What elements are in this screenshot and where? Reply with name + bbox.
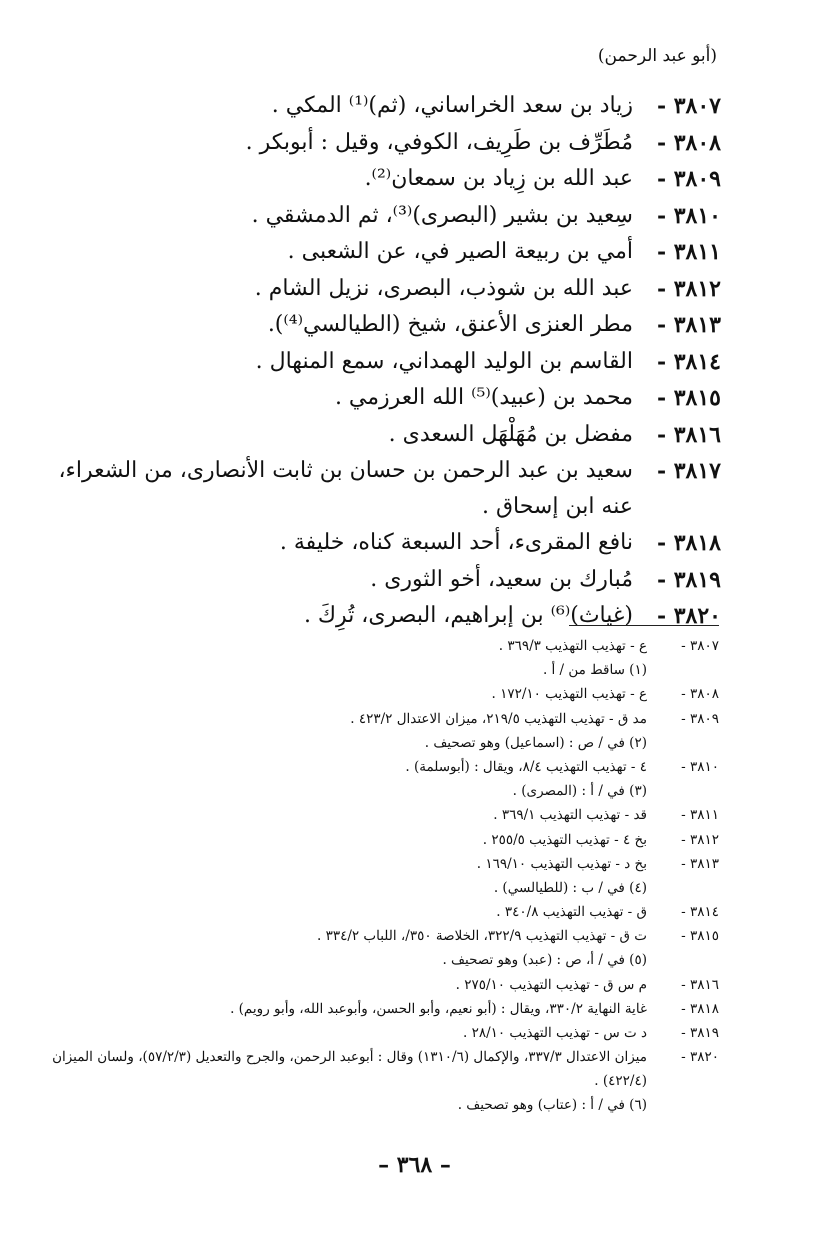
footnote-text: (٥) في / أ، ص : (عبد) وهو تصحيف . [442,952,647,969]
entry-text: مُطَرِّف بن طَرِيف، الكوفي، وقيل : أبوبكر . [245,129,633,155]
footnote-row [40,924,719,948]
entry-row [60,125,721,162]
footnote-row [40,658,719,682]
footnote-text: مد ق - تهذيب التهذيب ٢١٩/٥، ميزان الاعتدال ٤٢٣/٢ . [350,710,647,727]
entry-row [60,88,721,125]
entry-number: ٣٨١١ - [656,239,721,265]
footnote-text: ٤ - تهذيب التهذيب ٨/٤، ويقال : (أبوسلمة) . [405,758,647,775]
footnote-text: بخ د - تهذيب التهذيب ١٦٩/١٠ . [476,855,647,872]
entry-row [60,344,721,381]
footnote-text: ميزان الاعتدال ٣٣٧/٣، والإكمال (١٣١٠/٦) وقال : أبوعبد الرحمن، والجرح والتعديل (٥٧/٢/٣)، ولسان الميزان (٤٢٢/٤) . [52,1049,647,1090]
footnote-row [40,707,719,731]
entry-number: ٣٨١٨ - [656,530,721,556]
entry-number: ٣٨١٠ - [656,202,721,229]
footnote-row [40,731,719,755]
entry-number: ٣٨١٥ - [656,385,721,411]
footnote-text: ع - تهذيب التهذيب ٣٦٩/٣ . [498,638,647,654]
entry-number: ٣٨١٤ - [656,348,721,375]
footnote-row [40,1045,719,1093]
footnote-list [40,634,719,1117]
entry-number: ٣٨١٩ - [656,566,721,593]
footnote-text: (١) ساقط من / أ . [542,662,647,679]
footnote-row [40,755,719,779]
footnote-divider [569,625,719,626]
entry-row [60,161,721,198]
running-head: (أبو عبد الرحمن) [597,46,717,66]
footnote-text: د ت س - تهذيب التهذيب ٢٨/١٠ . [462,1025,647,1041]
footnote-number: ٣٨١٤ - [681,904,719,921]
entry-text: عبد الله بن زِياد بن سمعان⁽²⁾. [364,166,633,191]
footnote-number: ٣٨١٢ - [681,831,719,848]
entry-text: سِعيد بن بشير (البصرى)⁽³⁾، ثم الدمشقي . [251,202,633,228]
footnote-row [40,828,719,852]
footnote-number: ٣٨١٥ - [681,928,719,945]
footnote-text: م س ق - تهذيب التهذيب ٢٧٥/١٠ . [455,976,647,993]
footnote-row [40,682,719,706]
footnote-number: ٣٨٠٩ - [681,710,719,727]
entry-text: مطر العنزى الأعنق، شيخ (الطيالسي⁽⁴⁾). [267,312,633,337]
footnote-text: قد - تهذيب التهذيب ٣٦٩/١ . [493,807,647,824]
footnote-number: ٣٨١١ - [681,807,719,824]
footnote-row [40,634,719,658]
entry-text: أمي بن ربيعة الصير في، عن الشعبى . [287,239,633,264]
footnote-row [40,997,719,1021]
footnote-number: ٣٨٠٧ - [681,638,719,654]
entry-text: محمد بن (عبيد)⁽⁵⁾ الله العرزمي . [334,385,633,410]
entry-text: مُبارك بن سعيد، أخو الثورى . [370,566,633,592]
entry-text: القاسم بن الوليد الهمداني، سمع المنهال . [255,348,633,374]
footnote-number: ٣٨١٠ - [681,758,719,775]
entry-number: ٣٨٠٨ - [656,129,721,156]
entry-row [60,234,721,271]
footnote-row [40,876,719,900]
footnote-number: ٣٨١٦ - [681,976,719,993]
entry-number: ٣٨١٢ - [656,275,721,302]
entry-row [60,525,721,562]
footnote-text: ق - تهذيب التهذيب ٣٤٠/٨ . [496,904,647,921]
footnote-row [40,973,719,997]
entry-number: ٣٨٠٧ - [656,93,721,119]
entry-text: سعيد بن عبد الرحمن بن حسان بن ثابت الأنصارى، من الشعراء، عنه ابن إسحاق . [58,458,633,519]
entry-text: عبد الله بن شوذب، البصرى، نزيل الشام . [254,275,633,301]
footnote-row [40,803,719,827]
entry-text: زياد بن سعد الخراساني، (ثم)⁽¹⁾ المكي . [271,93,633,118]
entry-text: نافع المقرىء، أحد السبعة كناه، خليفة . [279,530,633,555]
entry-number: ٣٨٠٩ - [656,166,721,192]
entry-row [60,453,721,525]
footnote-text: غاية النهاية ٣٣٠/٢، ويقال : (أبو نعيم، وأبو الحسن، وأبوعبد الله، وأبو رويم) . [230,1000,647,1017]
entry-row [60,380,721,417]
footnote-row [40,1021,719,1045]
footnote-row [40,948,719,972]
footnote-number: ٣٨٢٠ - [681,1049,719,1066]
entry-row [60,598,721,635]
entry-row [60,417,721,454]
footnote-number: ٣٨٠٨ - [681,686,719,703]
footnote-row [40,900,719,924]
footnote-row [40,1093,719,1117]
footnote-text: بخ ٤ - تهذيب التهذيب ٢٥٥/٥ . [482,831,647,848]
footnote-row [40,852,719,876]
entry-row [60,307,721,344]
page-number: – ٣٦٨ – [378,1152,451,1178]
footnote-number: ٣٨١٩ - [681,1025,719,1041]
entry-row [60,562,721,599]
footnote-text: ع - تهذيب التهذيب ١٧٢/١٠ . [491,686,647,703]
entry-number: ٣٨٢٠ - [656,603,721,629]
entry-list [60,88,721,635]
footnote-number: ٣٨١٣ - [681,855,719,872]
entry-row [60,198,721,235]
footnote-row [40,779,719,803]
entry-number: ٣٨١٣ - [656,312,721,338]
footnote-text: (٤) في / ب : (للطيالسي) . [493,879,647,896]
entry-number: ٣٨١٦ - [656,421,721,448]
entry-row [60,271,721,308]
footnote-text: (٣) في / أ : (المصرى) . [512,783,647,800]
entry-text: (غياث)⁽⁶⁾ بن إبراهيم، البصرى، تُرِكَ . [303,603,633,628]
footnote-text: ت ق - تهذيب التهذيب ٣٢٢/٩، الخلاصة ٣٥٠/، اللباب ٣٣٤/٢ . [316,928,647,945]
footnote-text: (٢) في / ص : (اسماعيل) وهو تصحيف . [424,734,647,751]
entry-number: ٣٨١٧ - [656,458,721,484]
footnote-text: (٦) في / أ : (عتاب) وهو تصحيف . [457,1097,647,1114]
entry-text: مفضل بن مُهَلْهَل السعدى . [388,421,633,447]
footnote-number: ٣٨١٨ - [681,1000,719,1017]
